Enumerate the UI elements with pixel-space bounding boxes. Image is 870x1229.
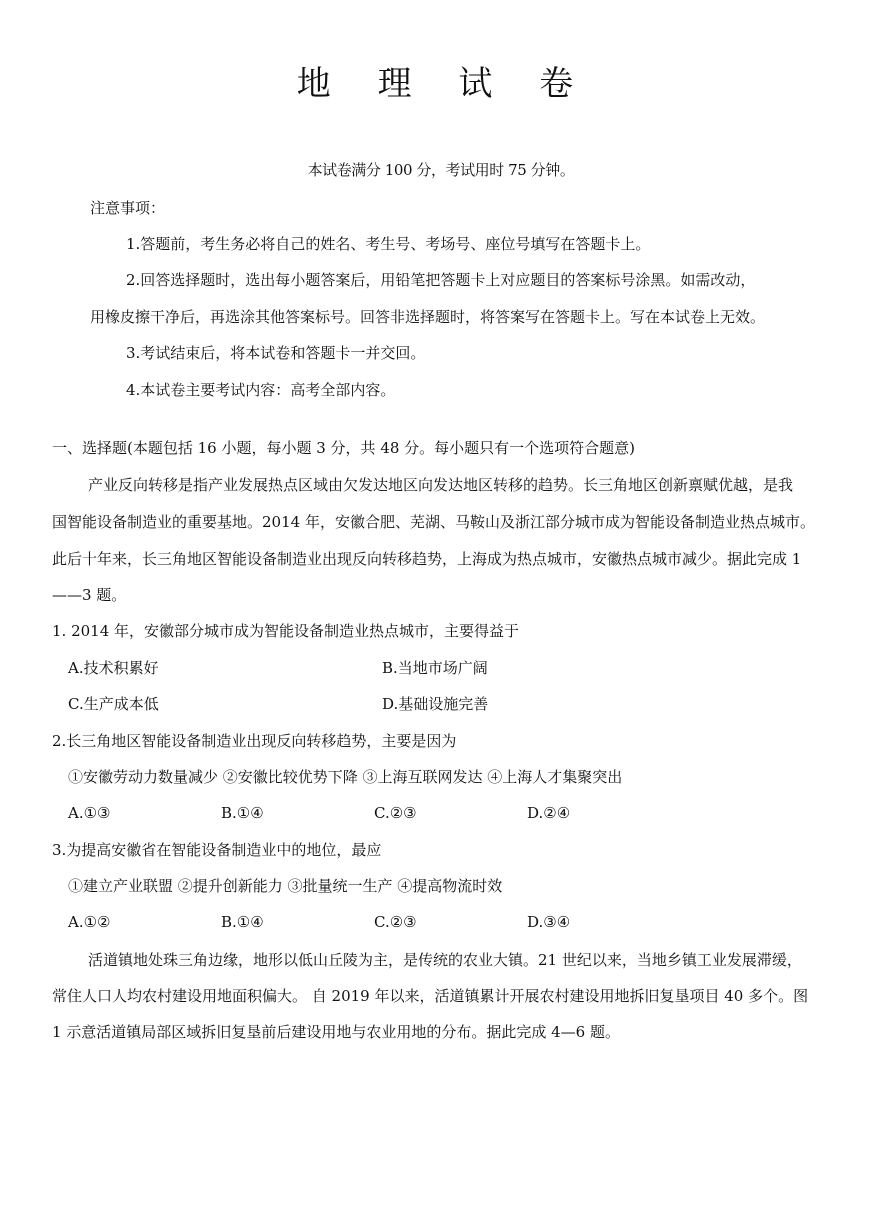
passage-2-line-2: 常住人口人均农村建设用地面积偏大。 自 2019 年以来，活道镇累计开展农村建设用地拆旧复垦项目 40 多个。图: [52, 987, 809, 1005]
question-3-option-d: D.③④: [527, 913, 571, 931]
page-title: 地 理 试 卷: [296, 64, 592, 104]
passage-1-line-2: 国智能设备制造业的重要基地。2014 年，安徽合肥、芜湖、马鞍山及浙江部分城市成为智能设备制造业热点城市。: [52, 513, 815, 531]
notice-heading: 注意事项：: [90, 199, 166, 217]
question-1-stem: 1. 2014 年，安徽部分城市成为智能设备制造业热点城市，主要得益于: [52, 622, 520, 640]
question-1-option-d: D.基础设施完善: [382, 695, 489, 713]
question-3-choices: ①建立产业联盟 ②提升创新能力 ③批量统一生产 ④提高物流时效: [68, 877, 503, 895]
section-heading: 一、选择题(本题包括 16 小题，每小题 3 分，共 48 分。每小题只有一个选项符合题意): [52, 439, 636, 457]
passage-1-line-4: ——3 题。: [52, 586, 127, 604]
passage-2-line-1: 活道镇地处珠三角边缘，地形以低山丘陵为主，是传统的农业大镇。21 世纪以来，当地乡镇工业发展滞缓，: [88, 951, 802, 969]
question-2-choices: ①安徽劳动力数量减少 ②安徽比较优势下降 ③上海互联网发达 ④上海人才集聚突出: [68, 768, 623, 786]
passage-1-line-3: 此后十年来，长三角地区智能设备制造业出现反向转移趋势，上海成为热点城市，安徽热点城市减少。据此完成 1: [52, 550, 802, 568]
passage-2-line-3: 1 示意活道镇局部区域拆旧复垦前后建设用地与农业用地的分布。据此完成 4—6 题。: [52, 1023, 620, 1041]
exam-info: 本试卷满分 100 分，考试用时 75 分钟。: [307, 161, 575, 179]
question-3-option-b: B.①④: [221, 913, 264, 931]
question-3-option-c: C.②③: [374, 913, 417, 931]
question-1-option-a: A.技术积累好: [68, 659, 159, 677]
notice-item-4: 4.本试卷主要考试内容：高考全部内容。: [126, 381, 396, 399]
notice-item-2-line-2: 用橡皮擦干净后，再选涂其他答案标号。回答非选择题时，将答案写在答题卡上。写在本试卷上无效。: [90, 308, 766, 326]
notice-item-2-line-1: 2.回答选择题时，选出每小题答案后，用铅笔把答题卡上对应题目的答案标号涂黑。如需改动，: [126, 271, 756, 289]
passage-1-line-1: 产业反向转移是指产业发展热点区域由欠发达地区向发达地区转移的趋势。长三角地区创新禀赋优越，是我: [88, 476, 794, 494]
notice-item-3: 3.考试结束后，将本试卷和答题卡一并交回。: [126, 344, 426, 362]
notice-item-1: 1.答题前，考生务必将自己的姓名、考生号、考场号、座位号填写在答题卡上。: [126, 235, 651, 253]
question-2-option-b: B.①④: [221, 804, 264, 822]
question-1-option-b: B.当地市场广阔: [382, 659, 488, 677]
question-1-option-c: C.生产成本低: [68, 695, 159, 713]
question-3-stem: 3.为提高安徽省在智能设备制造业中的地位，最应: [52, 841, 382, 859]
question-2-stem: 2.长三角地区智能设备制造业出现反向转移趋势，主要是因为: [52, 732, 457, 750]
question-2-option-a: A.①③: [68, 804, 111, 822]
question-3-option-a: A.①②: [68, 913, 111, 931]
question-2-option-c: C.②③: [374, 804, 417, 822]
question-2-option-d: D.②④: [527, 804, 571, 822]
